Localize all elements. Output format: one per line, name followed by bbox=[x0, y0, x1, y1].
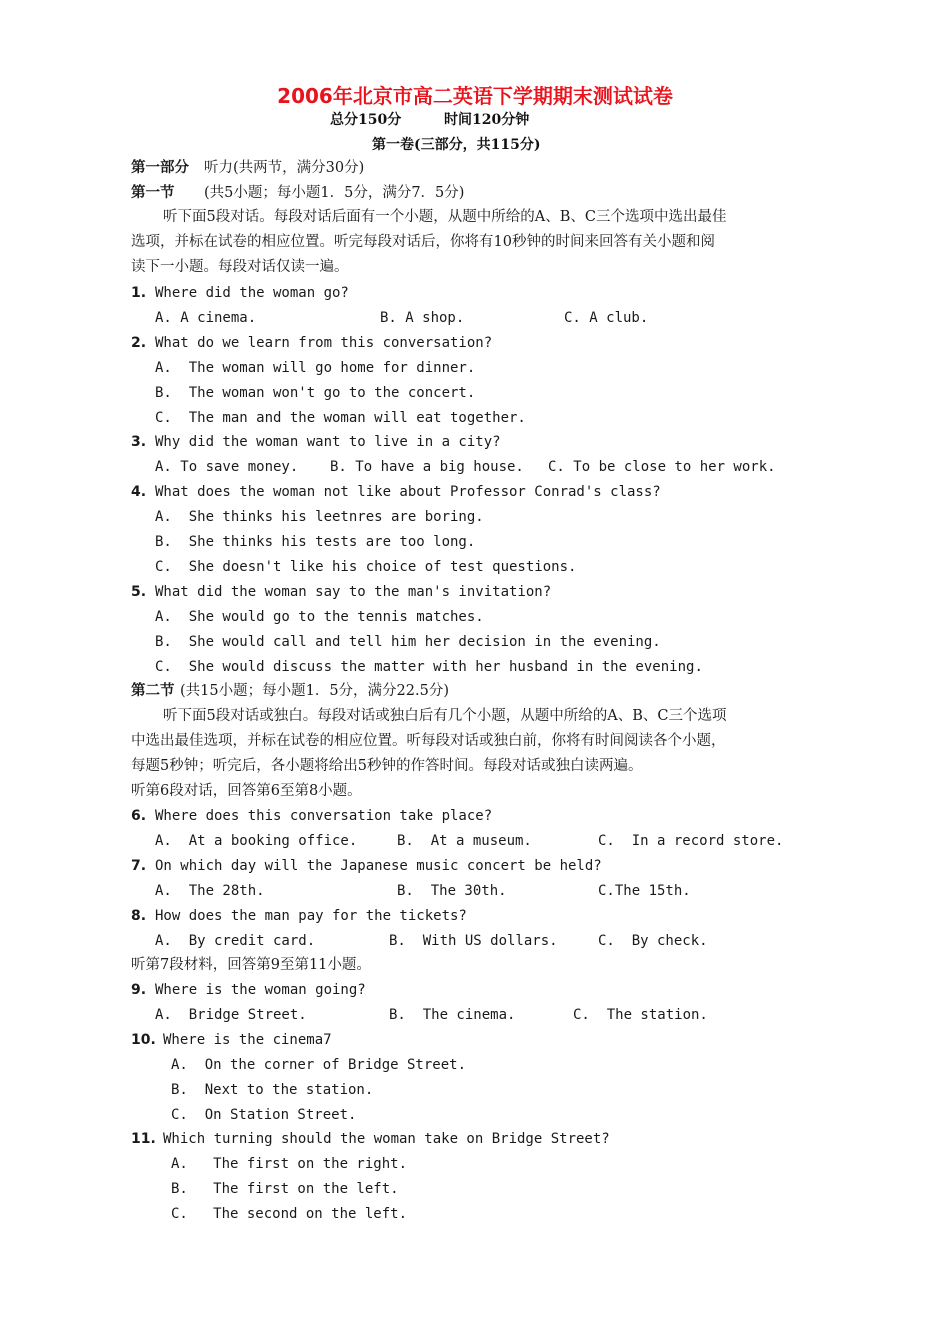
question-number: 1. bbox=[131, 285, 147, 301]
option-a: A. The woman will go home for dinner. bbox=[155, 360, 476, 376]
listen-instruction: 听第6段对话，回答第6至第8小题。 bbox=[131, 783, 362, 799]
option-a: A. By credit card. bbox=[155, 933, 316, 949]
section2-instruction: 中选出最佳选项，并标在试卷的相应位置。听每段对话或独白前，你将有时间阅读各个小题， bbox=[131, 733, 726, 749]
option-a: A. Bridge Street. bbox=[155, 1007, 307, 1023]
option-c: C. In a record store. bbox=[598, 833, 784, 849]
option-b: B. The 30th. bbox=[397, 883, 507, 899]
option-a: A. On the corner of Bridge Street. bbox=[171, 1057, 467, 1073]
question-text: How does the man pay for the tickets? bbox=[155, 908, 467, 924]
exam-title: 2006年北京市高二英语下学期期末测试试卷 bbox=[277, 84, 673, 108]
option-a: A. The first on the right. bbox=[171, 1156, 408, 1172]
question-number: 7. bbox=[131, 858, 147, 874]
option-b: B. At a museum. bbox=[397, 833, 532, 849]
section1-instruction: 读下一小题。每段对话仅读一遍。 bbox=[131, 259, 349, 275]
section1-instruction: 听下面5段对话。每段对话后面有一个小题，从题中所给的A、B、C三个选项中选出最佳 bbox=[163, 209, 727, 225]
option-b: B. Next to the station. bbox=[171, 1082, 374, 1098]
question-text: What did the woman say to the man's invitation? bbox=[155, 584, 552, 600]
question-number: 2. bbox=[131, 335, 147, 351]
option-b: B. The woman won't go to the concert. bbox=[155, 385, 476, 401]
option-c: C. By check. bbox=[598, 933, 708, 949]
section2-instruction: 每题5秒钟；听完后，各小题将给出5秒钟的作答时间。每段对话或独白读两遍。 bbox=[131, 758, 643, 774]
section1-label: 第一节 bbox=[131, 184, 175, 201]
option-b: B. A shop. bbox=[380, 310, 465, 326]
option-c: C. The second on the left. bbox=[171, 1206, 408, 1222]
section2-label: 第二节 bbox=[131, 682, 175, 699]
section1-desc: (共5小题；每小题1．5分，满分7．5分) bbox=[204, 185, 465, 201]
section1-instruction: 选项，并标在试卷的相应位置。听完每段对话后，你将有10秒钟的时间来回答有关小题和阅 bbox=[131, 234, 715, 250]
option-c: C. The station. bbox=[573, 1007, 708, 1023]
question-text: What do we learn from this conversation? bbox=[155, 335, 493, 351]
volume-heading: 第一卷(三部分，共115分) bbox=[372, 137, 541, 153]
option-a: A. The 28th. bbox=[155, 883, 265, 899]
option-c: C. A club. bbox=[564, 310, 649, 326]
option-c: C. She would discuss the matter with her husband in the evening. bbox=[155, 659, 703, 675]
option-c: C. On Station Street. bbox=[171, 1107, 357, 1123]
question-text: Which turning should the woman take on Bridge Street? bbox=[163, 1131, 610, 1147]
option-c: C.The 15th. bbox=[598, 883, 691, 899]
option-a: A. She thinks his leetnres are boring. bbox=[155, 509, 484, 525]
total-score: 总分150分 bbox=[330, 112, 402, 128]
question-number: 8. bbox=[131, 908, 147, 924]
part1-heading: 第一部分 bbox=[131, 159, 189, 176]
part1-heading-desc: 听力(共两节，满分30分) bbox=[204, 160, 365, 176]
question-text: Where is the cinema7 bbox=[163, 1032, 332, 1048]
question-text: Where did the woman go? bbox=[155, 285, 349, 301]
option-b: B. She thinks his tests are too long. bbox=[155, 534, 476, 550]
option-b: B. To have a big house. bbox=[330, 459, 524, 475]
question-number: 4. bbox=[131, 484, 147, 500]
option-b: B. With US dollars. bbox=[389, 933, 558, 949]
option-a: A. To save money. bbox=[155, 459, 299, 475]
section2-desc: (共15小题；每小题1．5分，满分22.5分) bbox=[180, 683, 449, 699]
question-number: 5. bbox=[131, 584, 147, 600]
option-c: C. To be close to her work. bbox=[548, 459, 776, 475]
option-a: A. She would go to the tennis matches. bbox=[155, 609, 484, 625]
question-number: 3. bbox=[131, 434, 147, 450]
question-number: 9. bbox=[131, 982, 147, 998]
question-number: 11. bbox=[131, 1131, 156, 1147]
question-text: Why did the woman want to live in a city? bbox=[155, 434, 501, 450]
question-text: Where is the woman going? bbox=[155, 982, 366, 998]
question-number: 10. bbox=[131, 1032, 156, 1048]
option-b: B. She would call and tell him her decision in the evening. bbox=[155, 634, 661, 650]
question-number: 6. bbox=[131, 808, 147, 824]
exam-time: 时间120分钟 bbox=[444, 112, 530, 128]
option-a: A. At a booking office. bbox=[155, 833, 358, 849]
option-c: C. She doesn't like his choice of test questions. bbox=[155, 559, 577, 575]
question-text: On which day will the Japanese music concert be held? bbox=[155, 858, 602, 874]
option-b: B. The cinema. bbox=[389, 1007, 516, 1023]
option-c: C. The man and the woman will eat together. bbox=[155, 410, 526, 426]
question-text: What does the woman not like about Professor Conrad's class? bbox=[155, 484, 661, 500]
section2-instruction: 听下面5段对话或独白。每段对话或独白后有几个小题，从题中所给的A、B、C三个选项 bbox=[163, 708, 727, 724]
option-b: B. The first on the left. bbox=[171, 1181, 399, 1197]
option-a: A. A cinema. bbox=[155, 310, 257, 326]
question-text: Where does this conversation take place? bbox=[155, 808, 493, 824]
listen-instruction: 听第7段材料，回答第9至第11小题。 bbox=[131, 957, 371, 973]
